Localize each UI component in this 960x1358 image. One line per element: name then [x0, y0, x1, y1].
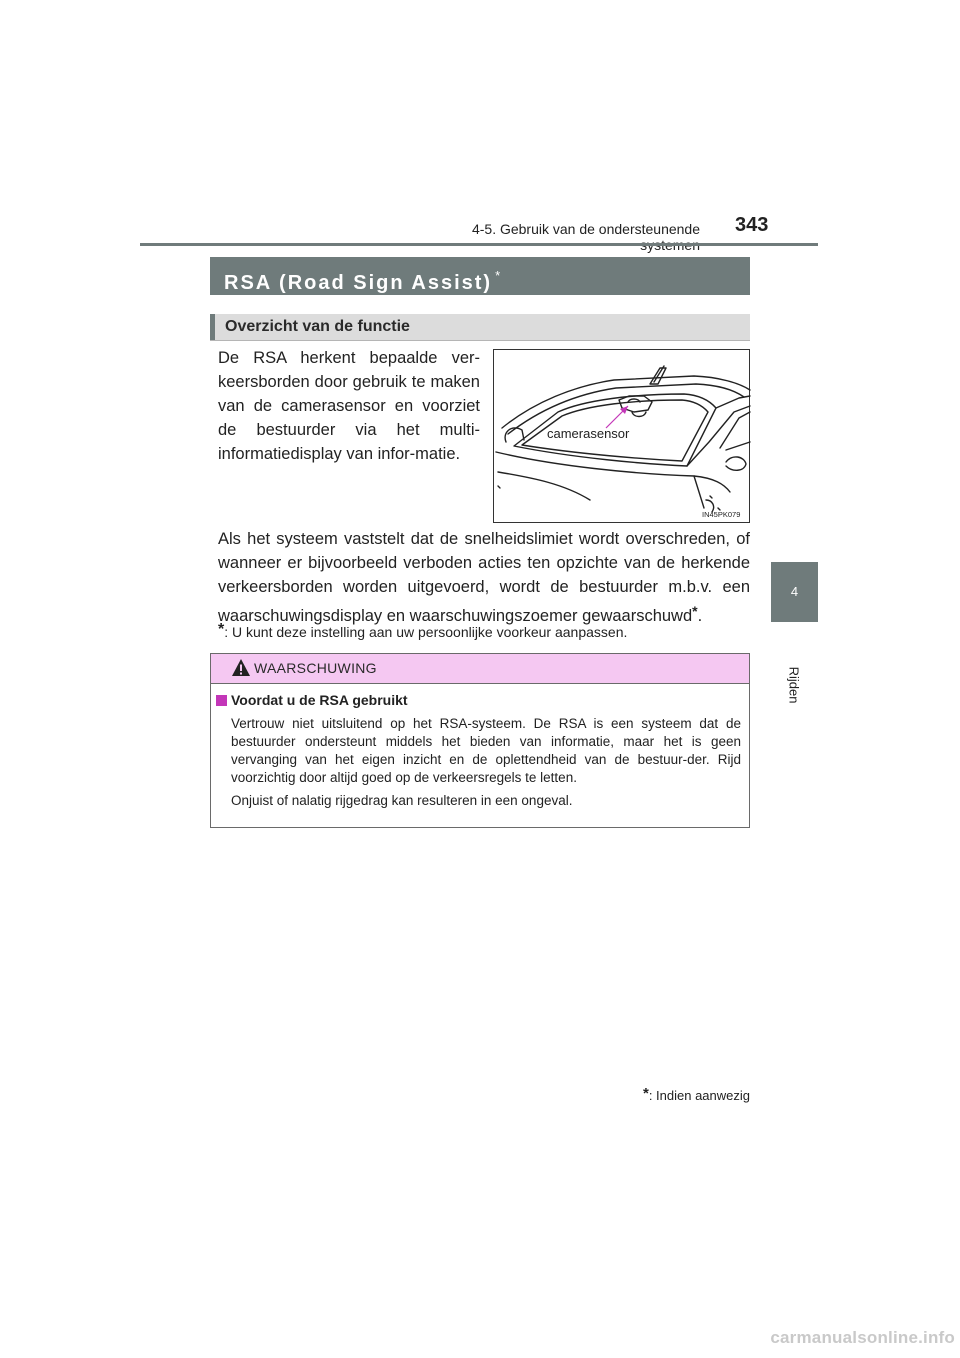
subsection-accent: [210, 314, 215, 340]
warning-text-2: Onjuist of nalatig rijgedrag kan resulteren in een ongeval.: [231, 793, 573, 808]
warning-subheading: Voordat u de RSA gebruikt: [231, 692, 408, 708]
warning-title: WAARSCHUWING: [254, 660, 377, 676]
availability-footnote: [600, 1085, 750, 1103]
main-paragraph: [218, 527, 750, 628]
page-title: [224, 257, 502, 295]
availability-text: : Indien aanwezig: [648, 1088, 750, 1103]
camerasensor-callout: camerasensor: [547, 426, 630, 441]
warning-box: [210, 653, 750, 828]
subsection-header: [210, 314, 750, 341]
subsection-title: Overzicht van de functie: [225, 318, 410, 335]
footnote-asterisk: *: [218, 621, 225, 638]
footnote-text: : U kunt deze instelling aan uw persoonlijke voorkeur aanpassen.: [224, 624, 628, 640]
windshield-illustration: [493, 349, 750, 523]
main-paragraph-text: Als het systeem vaststelt dat de snelheidslimiet wordt overschreden, of wanneer er bijvoorbeeld verboden acties ten opzichte van de herkende verkeersborden worden uitgevoerd, wordt de bestuurder m.b.v. een waarschuwingsdisplay en waarschuwingszoemer gewaarschuwd: [218, 530, 750, 625]
chapter-header: 4-5. Gebruik van de ondersteunende: [471, 221, 700, 237]
warning-triangle-icon: [231, 658, 251, 677]
warning-header: [211, 654, 749, 684]
chapter-tab: 4: [771, 562, 818, 622]
header-divider: [140, 243, 818, 246]
page-title-text: RSA (Road Sign Assist): [224, 272, 493, 294]
footnote: [218, 620, 758, 642]
chapter-tab-label-text: Rijden: [786, 666, 802, 704]
intro-paragraph: De RSA herkent bepaalde ver-keersborden door gebruik te maken van de camerasensor en voorziet de bestuurder via het multi-informatiedisplay van infor-matie.: [218, 349, 480, 463]
chapter-tab-label: [776, 655, 812, 715]
warning-text-1: Vertrouw niet uitsluitend op het RSA-systeem. De RSA is een systeem dat de bestuurder ondersteunt middels het bieden van informatie, maar het is geen vervanging van het eigen inzicht en de oplettendheid van de bestuur-der. Rijd voorzichtig door altijd goed op de verkeersregels te letten.: [231, 716, 741, 785]
warning-bullet-icon: [216, 695, 227, 706]
section-title-bar: [210, 257, 750, 295]
title-asterisk: *: [495, 268, 503, 283]
page-number: 343: [735, 214, 769, 236]
main-paragraph-period: .: [697, 607, 703, 625]
illustration-code: IN45PK079: [702, 510, 741, 519]
availability-asterisk: *: [642, 1085, 649, 1102]
watermark: carmanualsonline.info: [770, 1328, 955, 1347]
main-paragraph-asterisk: *: [692, 603, 698, 619]
